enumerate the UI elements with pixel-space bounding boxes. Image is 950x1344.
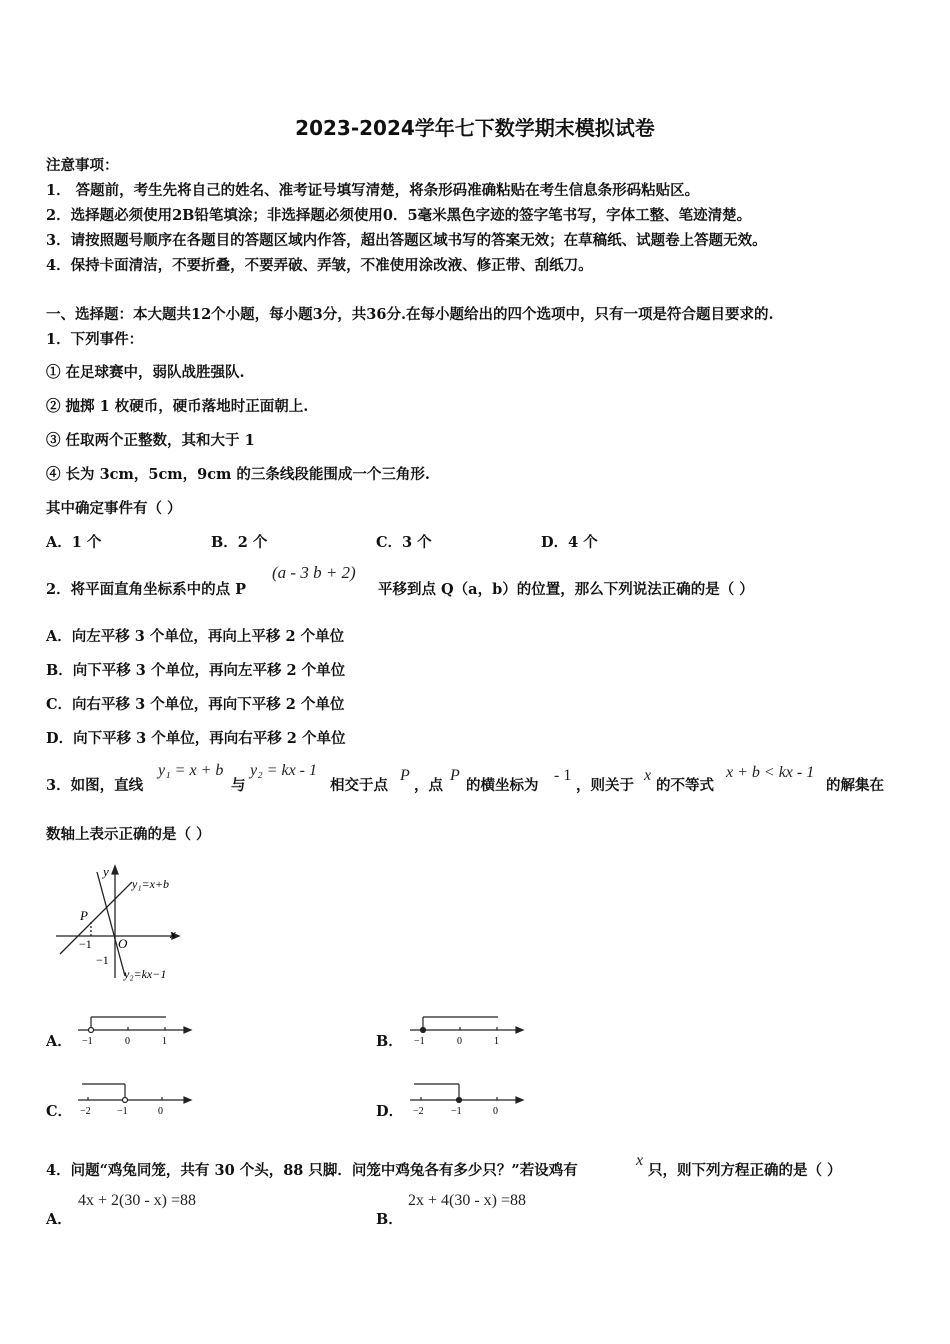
q1-question: 其中确定事件有（ ） xyxy=(46,500,182,517)
page-title: 2023-2024学年七下数学期末模拟试卷 xyxy=(295,116,655,140)
q3-stem-2: 与 xyxy=(231,777,246,794)
q1-event-2: ② 抛掷 1 枚硬币，硬币落地时正面朝上. xyxy=(46,398,309,415)
q3-stem-7: 的不等式 xyxy=(656,777,714,794)
tick-label: 1 xyxy=(494,1036,499,1047)
q3-y1-expression: y₁ = x + b xyxy=(158,762,224,779)
q3-inequality: x + b < kx - 1 xyxy=(726,764,815,781)
q3-stem-line2: 数轴上表示正确的是（ ） xyxy=(46,826,211,843)
notice-item-1: 1． 答题前，考生先将自己的姓名、准考证号填写清楚，将条形码准确粘贴在考生信息条形码粘贴区。 xyxy=(46,182,700,199)
q1-option-a: A．1 个 xyxy=(46,534,102,551)
q3-y2-expression: y₂ = kx - 1 xyxy=(250,762,317,779)
label-line-y1: y₁=x+b xyxy=(132,877,170,891)
q3-var-x: x xyxy=(644,767,652,784)
q2-stem-part1: 2．将平面直角坐标系中的点 P xyxy=(46,581,247,598)
q3-option-c-numberline xyxy=(76,1080,196,1120)
notice-item-4: 4．保持卡面清洁，不要折叠，不要弄破、弄皱，不准使用涂改液、修正带、刮纸刀。 xyxy=(46,257,593,274)
notice-item-3: 3．请按照题号顺序在各题目的答题区域内作答，超出答题区域书写的答案无效；在草稿纸、试题卷上答题无效。 xyxy=(46,232,767,249)
label-point-p: P xyxy=(80,908,88,923)
tick-label: 0 xyxy=(158,1106,163,1117)
q4-var-x: x xyxy=(636,1152,644,1169)
tick-label: −2 xyxy=(413,1106,424,1117)
q2-option-d: D．向下平移 3 个单位，再向右平移 2 个单位 xyxy=(46,730,346,747)
q2-point-expression: (a - 3 b + 2) xyxy=(272,563,356,582)
q1-option-c: C．3 个 xyxy=(376,534,432,551)
q1-option-d: D．4 个 xyxy=(541,534,598,551)
tick-label: −1 xyxy=(414,1036,425,1047)
label-x: x xyxy=(170,926,176,941)
q4-option-b-label: B． xyxy=(376,1211,403,1228)
notice-item-2: 2．选择题必须使用2B铅笔填涂；非选择题必须使用0．5毫米黑色字迹的签字笔书写，字体工整、笔迹清楚。 xyxy=(46,207,752,224)
q3-stem-8: 的解集在 xyxy=(826,777,884,794)
q4-option-b-equation: 2x + 4(30 - x) =88 xyxy=(408,1192,527,1209)
q3-option-d-label: D． xyxy=(376,1103,404,1120)
tick-label: −1 xyxy=(82,1036,93,1047)
tick-label: −1 xyxy=(451,1106,462,1117)
q4-stem-2: 只，则下列方程正确的是（ ） xyxy=(648,1162,842,1179)
q3-option-b-label: B． xyxy=(376,1033,403,1050)
tick-label: −2 xyxy=(80,1106,91,1117)
tick-label: 0 xyxy=(493,1106,498,1117)
q1-option-b: B．2 个 xyxy=(211,534,268,551)
q3-option-a-label: A． xyxy=(46,1033,72,1050)
q3-neg-one: - 1 xyxy=(554,767,572,784)
q3-point-p-2: P xyxy=(450,767,460,784)
label-minus-one-y: −1 xyxy=(96,953,109,967)
tick-label: 1 xyxy=(162,1036,167,1047)
tick-label: −1 xyxy=(117,1106,128,1117)
q3-option-d-numberline xyxy=(408,1080,528,1120)
y-axis-arrow xyxy=(112,866,118,874)
q3-graph xyxy=(52,858,202,983)
q3-option-a-numberline xyxy=(76,1010,196,1050)
label-minus-one-x: −1 xyxy=(79,937,92,951)
q1-event-4: ④ 长为 3cm，5cm，9cm 的三条线段能围成一个三角形. xyxy=(46,466,430,483)
q3-stem-5: 的横坐标为 xyxy=(466,777,539,794)
q1-event-3: ③ 任取两个正整数，其和大于 1 xyxy=(46,432,255,449)
tick-label: 0 xyxy=(125,1036,130,1047)
q3-stem-6: ，则关于 xyxy=(576,777,634,794)
section-heading: 一、选择题：本大题共12个小题，每小题3分，共36分.在每小题给出的四个选项中，只有一项是符合题目要求的. xyxy=(46,306,774,323)
q1-stem: 1．下列事件： xyxy=(46,331,144,348)
label-y: y xyxy=(103,864,109,879)
q1-event-1: ① 在足球赛中，弱队战胜强队. xyxy=(46,364,245,381)
label-origin: O xyxy=(118,936,128,951)
q2-stem-part2: 平移到点 Q（a，b）的位置，那么下列说法正确的是（ ） xyxy=(378,581,754,598)
q3-stem-1: 3．如图，直线 xyxy=(46,777,144,794)
q2-option-a: A．向左平移 3 个单位，再向上平移 2 个单位 xyxy=(46,628,345,645)
label-line-y2: y₂=kx−1 xyxy=(124,967,167,981)
q3-option-b-numberline xyxy=(408,1010,528,1050)
q3-stem-4: ，点 xyxy=(414,777,443,794)
q4-option-a-equation: 4x + 2(30 - x) =88 xyxy=(78,1192,197,1209)
q4-stem-1: 4．问题“鸡兔同笼，共有 30 个头，88 只脚．问笼中鸡兔各有多少只？”若设鸡有 xyxy=(46,1162,578,1179)
q2-option-c: C．向右平移 3 个单位，再向下平移 2 个单位 xyxy=(46,696,345,713)
notice-heading: 注意事项： xyxy=(46,157,119,174)
tick-label: 0 xyxy=(457,1036,462,1047)
q3-option-c-label: C． xyxy=(46,1103,73,1120)
q3-point-p: P xyxy=(400,767,410,784)
q4-option-a-label: A． xyxy=(46,1211,72,1228)
q2-option-b: B．向下平移 3 个单位，再向左平移 2 个单位 xyxy=(46,662,346,679)
q3-stem-3: 相交于点 xyxy=(330,777,388,794)
